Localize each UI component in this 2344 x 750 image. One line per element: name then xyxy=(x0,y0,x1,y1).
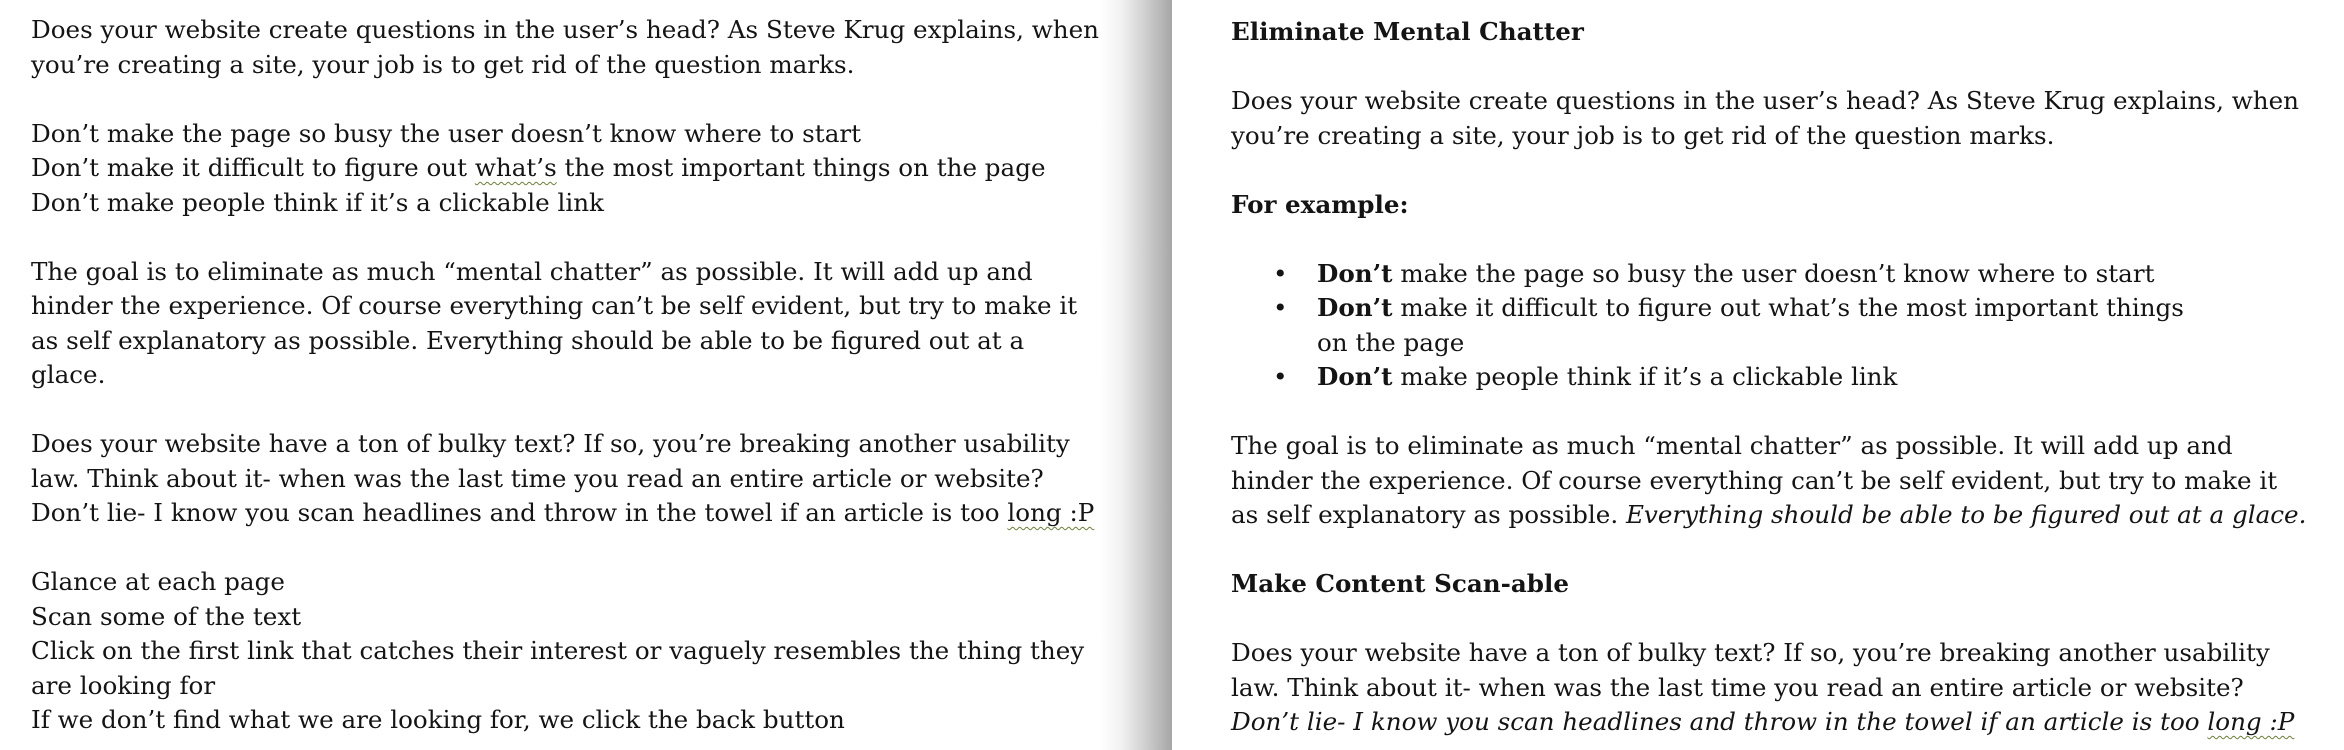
left-dont-line: Don’t make people think if it’s a clickable link xyxy=(31,187,604,217)
left-goal-line: glace. xyxy=(31,360,106,389)
left-dont-line xyxy=(31,151,1111,186)
left-bulky-paragraph xyxy=(31,427,1111,531)
bullet-item xyxy=(1231,360,2321,395)
spelling-flagged-word[interactable]: what’s xyxy=(474,153,557,182)
right-goal-line xyxy=(1231,498,2321,533)
left-dont-list xyxy=(31,117,1111,221)
right-goal-paragraph xyxy=(1231,429,2321,533)
left-dont-line: Don’t make the page so busy the user doesn’t know where to start xyxy=(31,118,861,148)
right-bulky-line: law. Think about it- when was the last time you read an entire article or website? xyxy=(1231,672,2244,702)
left-intro-paragraph xyxy=(31,13,1111,82)
bullet-dot: • xyxy=(1273,362,1288,391)
paragraph-gap xyxy=(1231,533,2321,568)
bullet-rest: make it difficult to figure out what’s the most important things on the page xyxy=(1317,293,2184,357)
right-bulky-line xyxy=(1231,705,2321,740)
left-scan-line: are looking for xyxy=(31,670,216,700)
spelling-flagged-word[interactable]: long :P xyxy=(1007,498,1095,527)
right-intro-line: Does your website create questions in the user’s head? As Steve Krug explains, when xyxy=(1231,86,2299,115)
right-intro-line: you’re creating a site, your job is to get rid of the question marks. xyxy=(1231,120,2055,150)
bullet-bold-lead: Don’t xyxy=(1317,362,1393,391)
bullet-text xyxy=(1317,360,2321,395)
paragraph-gap xyxy=(31,82,1111,117)
right-goal-line: The goal is to eliminate as much “mental chatter” as possible. It will add up and xyxy=(1231,431,2233,460)
bullet-rest: make the page so busy the user doesn’t know where to start xyxy=(1392,258,2155,288)
left-intro-line: Does your website create questions in the user’s head? As Steve Krug explains, when xyxy=(31,15,1099,44)
bullet-text xyxy=(1317,257,2321,292)
left-bulky-line: law. Think about it- when was the last time you read an entire article or website? xyxy=(31,463,1044,493)
right-goal-italic-text: Everything should be able to be figured out at a glace. xyxy=(1625,500,2307,529)
right-document-body xyxy=(1231,15,2321,740)
paragraph-gap xyxy=(1231,50,2321,85)
left-dont-line-text: Don’t make it difficult to figure out xyxy=(31,153,475,182)
left-scan-line: Scan some of the text xyxy=(31,601,302,631)
dont-bullet-list xyxy=(1231,257,2321,395)
left-bulky-line: Does your website have a ton of bulky text? If so, you’re breaking another usability xyxy=(31,429,1070,458)
left-dont-line-text: the most important things on the page xyxy=(556,153,1046,182)
right-document-page xyxy=(1172,0,2344,750)
left-goal-paragraph xyxy=(31,255,1111,393)
bullet-item xyxy=(1231,257,2321,292)
bullet-rest: make people think if it’s a clickable link xyxy=(1392,362,1898,391)
paragraph-gap xyxy=(31,393,1111,428)
left-scan-list xyxy=(31,565,1111,738)
left-goal-line: hinder the experience. Of course everything can’t be self evident, but try to make it xyxy=(31,291,1078,320)
left-goal-line: as self explanatory as possible. Everything should be able to be figured out at a xyxy=(31,325,1025,355)
paragraph-gap xyxy=(31,531,1111,566)
for-example-label: For example: xyxy=(1231,189,1409,219)
right-intro-paragraph xyxy=(1231,84,2321,153)
left-bulky-line xyxy=(31,496,1111,531)
paragraph-gap xyxy=(1231,602,2321,637)
right-bulky-italic-text: Don’t lie- I know you scan headlines and throw in the towel if an article is too xyxy=(1231,707,2208,736)
spelling-flagged-word[interactable]: long :P xyxy=(2207,707,2295,736)
paragraph-gap xyxy=(1231,222,2321,257)
left-intro-line: you’re creating a site, your job is to get rid of the question marks. xyxy=(31,49,855,79)
bullet-item xyxy=(1231,291,2321,360)
bullet-bold-lead: Don’t xyxy=(1317,258,1393,288)
paragraph-gap xyxy=(31,220,1111,255)
right-bulky-paragraph xyxy=(1231,636,2321,740)
left-bulky-line-text: Don’t lie- I know you scan headlines and throw in the towel if an article is too xyxy=(31,498,1008,527)
paragraph-gap xyxy=(1231,153,2321,188)
heading-make-content-scan-able: Make Content Scan-able xyxy=(1231,569,1569,598)
left-scan-line: If we don’t find what we are looking for, we click the back button xyxy=(31,705,845,734)
right-goal-line-text: as self explanatory as possible. xyxy=(1231,500,1626,529)
left-scan-line: Glance at each page xyxy=(31,567,285,596)
heading-eliminate-mental-chatter: Eliminate Mental Chatter xyxy=(1231,17,1584,46)
left-goal-line: The goal is to eliminate as much “mental chatter” as possible. It will add up and xyxy=(31,256,1033,286)
left-scan-line: Click on the first link that catches their interest or vaguely resembles the thing they xyxy=(31,636,1085,665)
bullet-dot: • xyxy=(1273,293,1288,322)
bullet-text xyxy=(1317,291,2217,360)
right-goal-line: hinder the experience. Of course everything can’t be self evident, but try to make it xyxy=(1231,465,2278,495)
left-document-body xyxy=(31,13,1111,738)
right-bulky-line: Does your website have a ton of bulky text? If so, you’re breaking another usability xyxy=(1231,638,2270,667)
bullet-bold-lead: Don’t xyxy=(1317,293,1393,322)
paragraph-gap xyxy=(1231,395,2321,430)
bullet-dot: • xyxy=(1273,258,1288,288)
page-divider-shadow xyxy=(1100,0,1172,750)
left-document-page xyxy=(0,0,1145,750)
